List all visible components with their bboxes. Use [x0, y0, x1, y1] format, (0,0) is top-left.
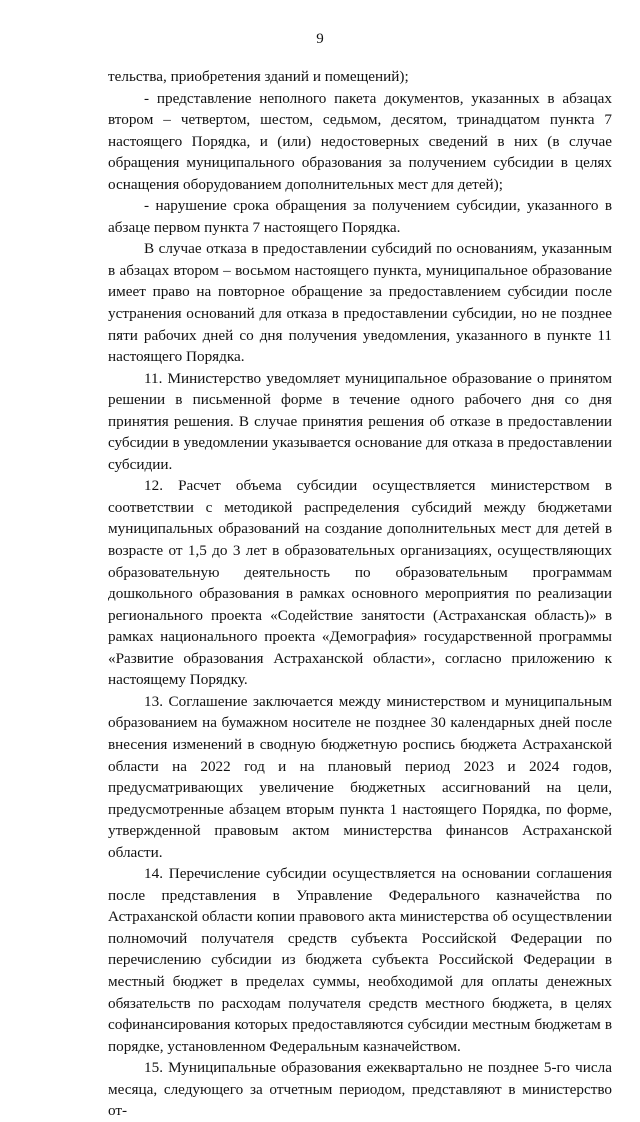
paragraph-incomplete-documents: - представление неполного пакета документов, указанных в абзацах втором – четвертом, шестом, седьмом, десятом, тринадцатом пункта 7 настоящего Порядка, и (или) недостоверных сведений в них (в случае обращения муниципального образования за получением субсидии в целях оснащения оборудованием дополнительных мест для детей);: [108, 89, 612, 193]
paragraph-deadline-violation: - нарушение срока обращения за получением субсидии, указанного в абзаце первом пункта 7 настоящего Порядка.: [108, 197, 612, 236]
page-number: 9: [316, 31, 324, 47]
document-body: [108, 66, 612, 1122]
paragraph-clause-15: 15. Муниципальные образования ежеквартально не позднее 5-го числа месяца, следующего за отчетным периодом, представляют в министерство от-: [108, 1059, 612, 1120]
paragraph-refusal-reapplication: В случае отказа в предоставлении субсидий по основаниям, указанным в абзацах втором – восьмом настоящего пункта, муниципальное образование имеет право на повторное обращение за предоставлением субсидии после устранения оснований для отказа в предоставлении субсидии, но не позднее пяти рабочих дней со дня получения уведомления, указанного в пункте 11 настоящего Порядка.: [108, 240, 612, 366]
paragraph-clause-14: 14. Перечисление субсидии осуществляется на основании соглашения после представления в Управление Федерального казначейства по Астраханской области копии правового акта министерства об осуществлении полномочий получателя средств субъекта Российской Федерации по перечислению субсидии из бюджета субъекта Российской Федерации в местный бюджет в пределах суммы, необходимой для оплаты денежных обязательств по расходам получателя средств местного бюджета, в целях софинансирования которых предоставляются субсидии местным бюджетам в порядке, установленном Федеральным казначейством.: [108, 865, 612, 1055]
paragraph-clause-12: 12. Расчет объема субсидии осуществляется министерством в соответствии с методикой распределения субсидий между бюджетами муниципальных образований на создание дополнительных мест для детей в возрасте от 1,5 до 3 лет в образовательных организациях, осуществляющих образовательную деятельность по образовательным программам дошкольного образования в рамках основного мероприятия по реализации регионального проекта «Содействие занятости (Астраханская область)» в рамках национального проекта «Демография» государственной программы «Развитие образования Астраханской области», согласно приложению к настоящему Порядку.: [108, 477, 612, 689]
paragraph-continuation: тельства, приобретения зданий и помещений);: [108, 68, 409, 85]
paragraph-clause-13: 13. Соглашение заключается между министерством и муниципальным образованием на бумажном носителе не позднее 30 календарных дней после внесения изменений в сводную бюджетную роспись бюджета Астраханской области на 2022 год и на плановый период 2023 и 2024 годов, предусматривающих увеличение бюджетных ассигнований на цели, предусмотренные абзацем вторым пункта 1 настоящего Порядка, по форме, утвержденной правовым актом министерства финансов Астраханской области.: [108, 692, 612, 861]
paragraph-clause-11: 11. Министерство уведомляет муниципальное образование о принятом решении в письменной форме в течение одного рабочего дня со дня принятия решения. В случае принятия решения об отказе в предоставлении субсидии в уведомлении указывается основание для отказа в предоставлении субсидии.: [108, 369, 612, 473]
